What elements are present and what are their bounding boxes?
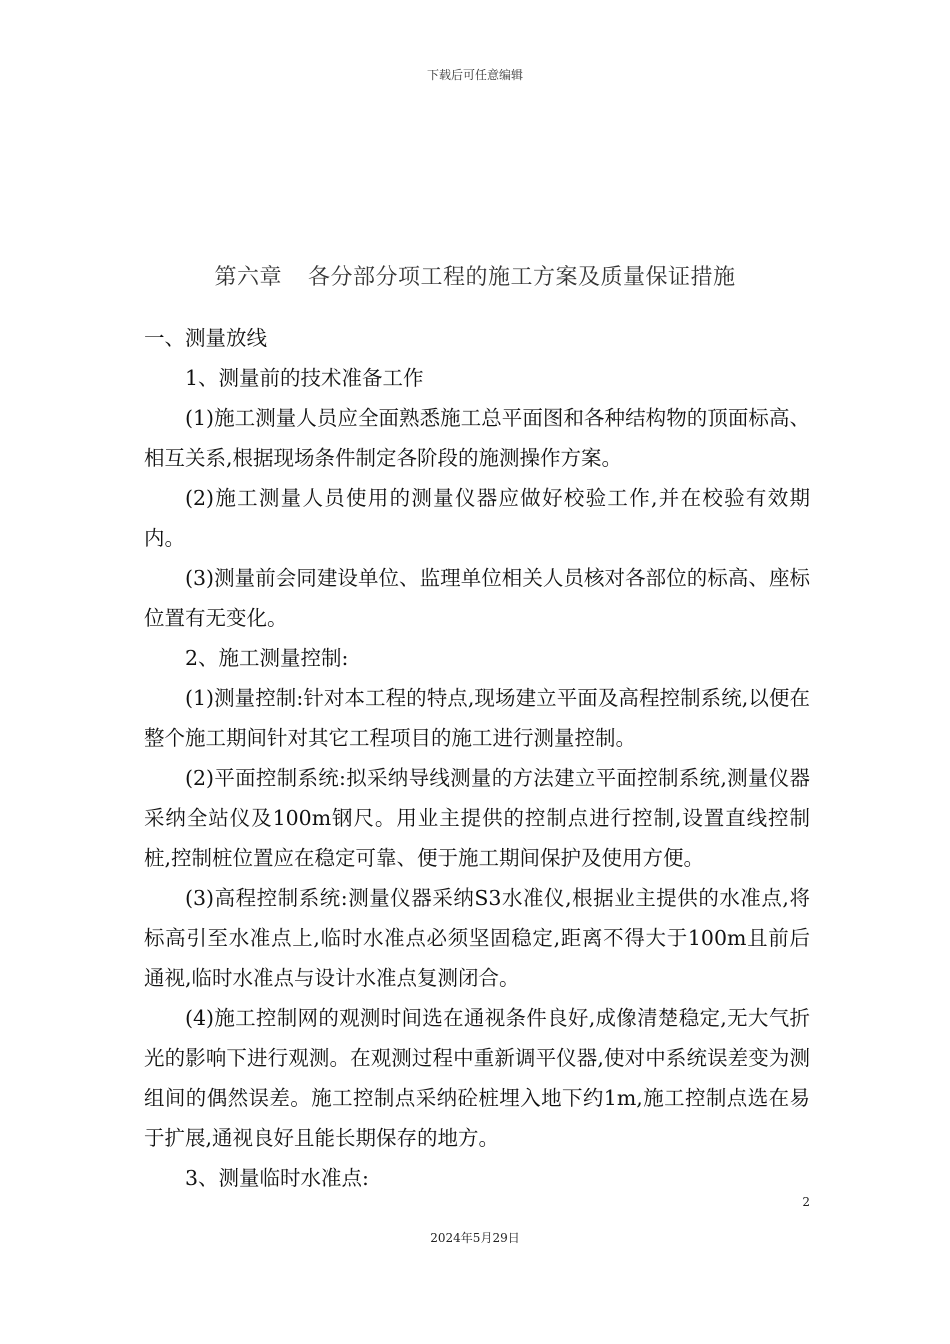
paragraph: (2)施工测量人员使用的测量仪器应做好校验工作,并在校验有效期内。 xyxy=(144,486,810,550)
subsection-heading: 2、施工测量控制: xyxy=(185,646,349,670)
chapter-number: 第六章 xyxy=(214,265,282,290)
page-footer-date: 2024年5月29日 xyxy=(430,1231,520,1245)
paragraph: (3)高程控制系统:测量仪器采纳S3水准仪,根据业主提供的水准点,将标高引至水准点上,临时水准点必须坚固稳定,距离不得大于100m且前后通视,临时水准点与设计水准点复测闭合。 xyxy=(144,886,810,990)
subsection-heading: 3、测量临时水准点: xyxy=(185,1166,369,1190)
paragraph: (1)测量控制:针对本工程的特点,现场建立平面及高程控制系统,以便在整个施工期间针对其它工程项目的施工进行测量控制。 xyxy=(144,686,810,750)
page-header: 下载后可任意编辑 xyxy=(426,68,523,82)
page-number: 2 xyxy=(802,1195,810,1209)
document-body xyxy=(144,318,810,1198)
paragraph: (1)施工测量人员应全面熟悉施工总平面图和各种结构物的顶面标高、相互关系,根据现场条件制定各阶段的施测操作方案。 xyxy=(144,406,810,470)
subsection-heading: 1、测量前的技术准备工作 xyxy=(185,366,424,390)
chapter-title xyxy=(0,260,950,291)
paragraph: (4)施工控制网的观测时间选在通视条件良好,成像清楚稳定,无大气折光的影响下进行观测。在观测过程中重新调平仪器,使对中系统误差变为测组间的偶然误差。施工控制点采纳砼桩埋入地下约1m,施工控制点选在易于扩展,通视良好且能长期保存的地方。 xyxy=(144,1006,810,1150)
chapter-title-text: 各分部分项工程的施工方案及质量保证措施 xyxy=(308,265,736,290)
paragraph: (3)测量前会同建设单位、监理单位相关人员核对各部位的标高、座标位置有无变化。 xyxy=(144,566,810,630)
section-heading: 一、测量放线 xyxy=(144,326,267,350)
paragraph: (2)平面控制系统:拟采纳导线测量的方法建立平面控制系统,测量仪器采纳全站仪及100m钢尺。用业主提供的控制点进行控制,设置直线控制桩,控制桩位置应在稳定可靠、便于施工期间保护及使用方便。 xyxy=(144,766,810,870)
